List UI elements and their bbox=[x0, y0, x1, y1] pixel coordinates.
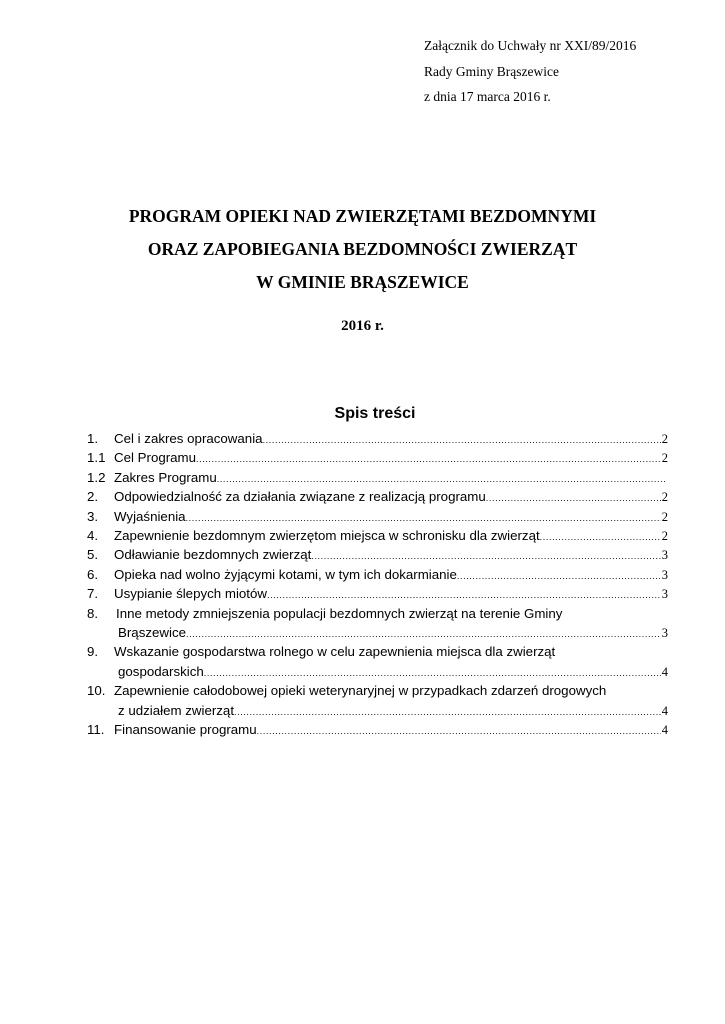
toc-dot-leader bbox=[196, 450, 661, 467]
toc-entry[interactable] bbox=[87, 720, 668, 739]
toc-entry-title: Cel Programu bbox=[114, 448, 196, 467]
toc-entry-number: 2. bbox=[87, 489, 99, 505]
toc-entry-number: 10. bbox=[87, 683, 106, 699]
toc-entry-number: 6. bbox=[87, 566, 99, 582]
toc-entry-number: 3. bbox=[87, 508, 99, 524]
toc-entry-title: Zakres Programu bbox=[114, 468, 217, 487]
toc-entry[interactable] bbox=[87, 681, 668, 720]
toc-entry-number: 4. bbox=[87, 527, 99, 543]
toc-entry-title-continued: gospodarskich bbox=[118, 662, 204, 681]
toc-entry[interactable] bbox=[87, 487, 668, 506]
toc-dot-leader bbox=[217, 470, 667, 487]
toc-entry[interactable] bbox=[87, 468, 668, 487]
toc-entry-title: Usypianie ślepych miotów bbox=[114, 584, 267, 603]
toc-dot-leader bbox=[486, 489, 661, 506]
toc-entry-number: 9. bbox=[87, 644, 99, 660]
toc-entry-title: Opieka nad wolno żyjącymi kotami, w tym ich dokarmianie bbox=[114, 565, 457, 584]
toc-entry-title: Inne metody zmniejszenia populacji bezdomnych zwierząt na terenie Gminy bbox=[116, 604, 562, 623]
attachment-note bbox=[424, 33, 636, 110]
document-year: 2016 r. bbox=[341, 318, 384, 334]
toc-entry-title-continued: z udziałem zwierząt bbox=[118, 701, 234, 720]
toc-entry-page: 4 bbox=[661, 722, 668, 737]
toc-entry-number: 1.2 bbox=[87, 469, 106, 485]
toc-entry[interactable] bbox=[87, 604, 668, 643]
toc-entry-title: Odławianie bezdomnych zwierząt bbox=[114, 545, 311, 564]
attachment-note-line-2: Rady Gminy Brąszewice bbox=[424, 63, 559, 79]
toc-entry-number: 1. bbox=[87, 431, 99, 446]
title-line-2: ORAZ ZAPOBIEGANIA BEZDOMNOŚCI ZWIERZĄT bbox=[147, 239, 578, 259]
toc-dot-leader bbox=[204, 664, 661, 681]
toc-entry-title: Zapewnienie całodobowej opieki weterynaryjnej w przypadkach zdarzeń drogowych bbox=[114, 681, 606, 700]
toc-entry-title: Wyjaśnienia bbox=[114, 507, 186, 526]
toc-entry-number: 1.1 bbox=[87, 450, 106, 466]
toc-dot-leader bbox=[257, 722, 661, 739]
toc-entry-title: Zapewnienie bezdomnym zwierzętom miejsca w schronisku dla zwierząt bbox=[114, 526, 540, 545]
toc-dot-leader bbox=[234, 703, 661, 720]
toc-entry-page: 4 bbox=[661, 664, 668, 679]
toc-entry-page: 3 bbox=[661, 567, 668, 582]
toc-dot-leader bbox=[263, 431, 661, 448]
toc-dot-leader bbox=[186, 625, 661, 642]
toc-entry-page: 3 bbox=[661, 587, 668, 602]
toc-entry-page: 2 bbox=[661, 451, 668, 466]
toc-dot-leader bbox=[186, 509, 661, 526]
toc-entry[interactable] bbox=[87, 507, 668, 526]
toc-heading: Spis treści bbox=[334, 405, 416, 422]
toc-dot-leader bbox=[311, 547, 660, 564]
toc-entry-title: Cel i zakres opracowania bbox=[114, 429, 263, 448]
title-line-1: PROGRAM OPIEKI NAD ZWIERZĘTAMI BEZDOMNYMI bbox=[128, 206, 597, 226]
toc-entry[interactable] bbox=[87, 429, 668, 448]
toc-entry-page: 2 bbox=[661, 490, 668, 505]
toc-entry[interactable] bbox=[87, 545, 668, 564]
title-line-3: W GMINIE BRĄSZEWICE bbox=[256, 272, 469, 292]
table-of-contents bbox=[87, 429, 668, 739]
toc-entry-page: 2 bbox=[661, 528, 668, 543]
toc-entry-title: Odpowiedzialność za działania związane z realizacją programu bbox=[114, 487, 486, 506]
toc-entry-page: 2 bbox=[661, 509, 668, 524]
attachment-note-line-1: Załącznik do Uchwały nr XXI/89/2016 bbox=[424, 38, 637, 53]
toc-dot-leader bbox=[457, 567, 661, 584]
toc-entry-title: Wskazanie gospodarstwa rolnego w celu zapewnienia miejsca dla zwierząt bbox=[114, 642, 555, 661]
toc-entry-title: Finansowanie programu bbox=[114, 720, 257, 739]
toc-entry-page: 3 bbox=[661, 625, 668, 640]
toc-entry[interactable] bbox=[87, 642, 668, 681]
toc-entry[interactable] bbox=[87, 526, 668, 545]
toc-entry-number: 8. bbox=[87, 605, 99, 621]
toc-entry[interactable] bbox=[87, 565, 668, 584]
toc-entry-page: 4 bbox=[661, 703, 668, 718]
document-title bbox=[0, 200, 725, 299]
attachment-note-line-3: z dnia 17 marca 2016 r. bbox=[424, 89, 551, 104]
toc-entry-number: 5. bbox=[87, 547, 99, 563]
toc-entry-number: 7. bbox=[87, 586, 99, 602]
toc-entry-page: 3 bbox=[661, 548, 668, 563]
toc-dot-leader bbox=[267, 586, 661, 603]
toc-entry[interactable] bbox=[87, 448, 668, 467]
toc-entry-page: 2 bbox=[661, 432, 668, 446]
toc-entry-number: 11. bbox=[87, 721, 105, 737]
toc-entry[interactable] bbox=[87, 584, 668, 603]
toc-entry-title-continued: Brąszewice bbox=[118, 623, 186, 642]
toc-dot-leader bbox=[540, 528, 661, 545]
